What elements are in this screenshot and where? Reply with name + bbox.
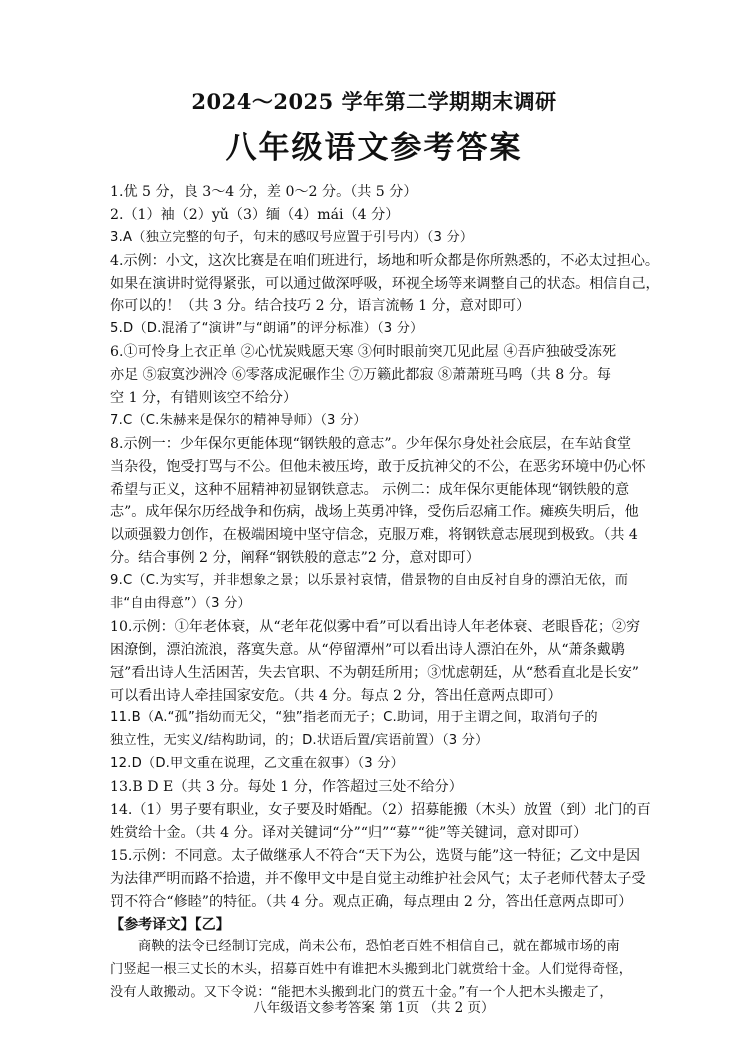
- page-footer: 八年级语文参考答案 第 1页 （共 2 页）: [253, 1000, 495, 1016]
- answer-line: 空 1 分，有错则该空不给分）: [110, 390, 298, 407]
- answer-line: 如果在演讲时觉得紧张，可以通过做深呼吸，环视全场等来调整自己的状态。相信自己，: [110, 275, 660, 292]
- translation-line: 没有人敢搬动。又下令说：“能把木头搬到北门的赏五十金。”有一个人把木头搬走了，: [110, 985, 613, 1001]
- answer-line: 困潦倒，漂泊流浪，落寞失意。从“停留潭州”可以看出诗人漂泊在外，从“萧条戴鹖: [110, 641, 625, 658]
- answer-line: 独立性，无实义/结构助词，的；D.状语后置/宾语前置）（3 分）: [110, 733, 489, 749]
- answer-line: 以顽强毅力创作，在极端困境中坚守信念，克服万难，将钢铁意志展现到极致。（共 4: [110, 527, 638, 544]
- answer-line: 你可以的！（共 3 分。结合技巧 2 分，语言流畅 1 分，意对即可）: [110, 298, 531, 315]
- answer-line: 亦足 ⑤寂寞沙洲冷 ⑥零落成泥碾作尘 ⑦万籁此都寂 ⑧萧萧班马鸣（共 8 分。每: [110, 367, 611, 384]
- answer-line: 8.示例一：少年保尔更能体现“钢铁般的意志”。少年保尔身处社会底层，在车站食堂: [110, 435, 632, 452]
- answer-content: [110, 181, 668, 1005]
- answer-line: 4.示例：小文，这次比赛是在咱们班进行，场地和听众都是你所熟悉的，不必太过担心。: [110, 252, 660, 269]
- answer-line: 冠”看出诗人生活困苦，失去官职、不为朝廷所用；③忧虑朝廷，从“愁看直北是长安”: [110, 664, 639, 681]
- answer-line: 希望与正义，这种不屈精神初显钢铁意志。 示例二：成年保尔更能体现“钢铁般的意: [110, 481, 630, 498]
- exam-title: 2024～2025 学年第二学期期末调研: [191, 89, 557, 114]
- answer-line: 可以看出诗人牵挂国家安危。（共 4 分。每点 2 分，答出任意两点即可）: [110, 687, 562, 704]
- answer-line: 当杂役，饱受打骂与不公。但他未被压垮，敢于反抗神父的不公，在恶劣环境中仍心怀: [110, 458, 646, 475]
- answer-line: 7.C（C.朱赫来是保尔的精神导师）（3 分）: [110, 412, 367, 428]
- answer-line: 10.示例：①年老体衰，从“老年花似雾中看”可以看出诗人年老体衰、老眼昏花；②穷: [110, 618, 641, 635]
- answer-line: 15.示例：不同意。太子做继承人不符合“天下为公，选贤与能”这一特征；乙文中是因: [110, 847, 641, 864]
- answer-line: 罚不符合“修睦”的特征。（共 4 分。观点正确，每点理由 2 分，答出任意两点即可）: [110, 893, 633, 910]
- translation-line: 商鞅的法令已经制订完成，尚未公布，恐怕老百姓不相信自己，就在都城市场的南: [138, 939, 620, 955]
- answer-line: 11.B（A.“孤”指幼而无父，“独”指老而无子；C.助词，用于主谓之间，取消句子的: [110, 710, 598, 726]
- answer-line: 2.（1）袖（2）yǔ（3）缅（4）mái（4 分）: [110, 206, 400, 223]
- translation-line: 门竖起一根三丈长的木头，招募百姓中有谁把木头搬到北门就赏给十金。人们觉得奇怪，: [110, 962, 633, 978]
- answer-line: 姓赏给十金。（共 4 分。译对关键词“分”“归”“募”“徙”等关键词，意对即可）: [110, 824, 588, 841]
- answer-line: 为法律严明而路不拾遗，并不像甲文中是自觉主动维护社会风气；太子老师代替太子受: [110, 870, 646, 887]
- page-title: 八年级语文参考答案: [225, 130, 523, 166]
- answer-line: 非“自由得意”）（3 分）: [110, 596, 251, 612]
- answer-line: 13.B D E（共 3 分。每处 1 分，作答超过三处不给分）: [110, 779, 463, 796]
- answer-line: 12.D（D.甲文重在说理，乙文重在叙事）（3 分）: [110, 756, 405, 772]
- answer-line: 志”。成年保尔历经战争和伤病，战场上英勇冲锋，受伤后忍痛工作。瘫痪失明后，他: [110, 504, 639, 521]
- answer-line: 3.A（独立完整的句子，句末的感叹号应置于引号内）（3 分）: [110, 229, 474, 245]
- answer-line: 14.（1）男子要有职业，女子要及时婚配。（2）招募能搬（木头）放置（到）北门的百: [110, 802, 651, 819]
- answer-line: 5.D（D.混淆了“演讲”与“朗诵”的评分标准）（3 分）: [110, 321, 424, 337]
- answer-line: 分。结合事例 2 分，阐释“钢铁般的意志”2 分，意对即可）: [110, 550, 480, 567]
- answer-line: 6.①可怜身上衣正单 ②心忧炭贱愿天寒 ③何时眼前突兀见此屋 ④吾庐独破受冻死: [110, 344, 617, 361]
- answer-line: 1.优 5 分，良 3～4 分，差 0～2 分。（共 5 分）: [110, 184, 418, 200]
- answer-line: 9.C（C.为实写，并非想象之景；以乐景衬哀情，借景物的自由反衬自身的漂泊无依，而: [110, 573, 629, 589]
- translation-heading: 【参考译文】【乙】: [110, 916, 230, 933]
